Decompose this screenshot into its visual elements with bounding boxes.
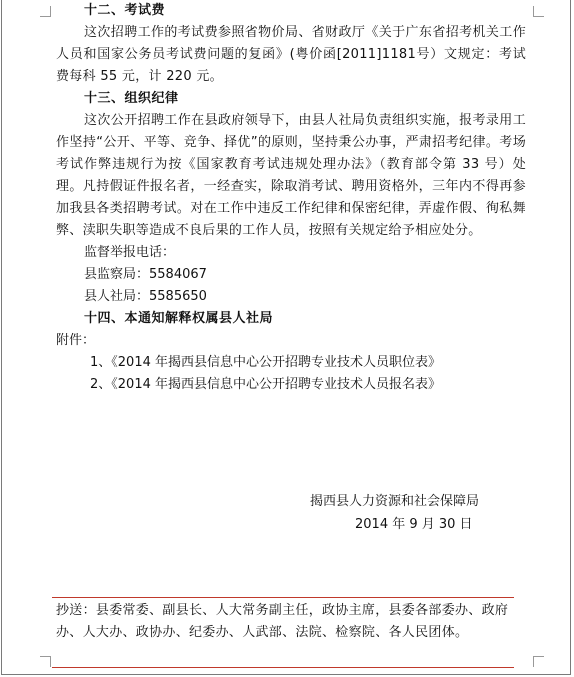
section-14-title: 十四、本通知解释权属县人社局	[84, 311, 274, 326]
hotline-supervision: 县监察局：5584067	[84, 267, 207, 282]
cc-distribution: 抄送：县委常委、副县长、人大常务副主任，政协主席，县委各部委办、政府办、人大办、政协办、纪委办、人武部、法院、检察院、各人民团体。	[56, 603, 509, 640]
margin-mark-bottom-right	[533, 656, 544, 667]
section-13-body: 这次公开招聘工作在县政府领导下，由县人社局负责组织实施，报考录用工作坚持“公开、平等、竞争、择优”的原则，坚持秉公办事，严肃招考纪律。考场考试作弊违规行为按《国家教育考试违规处理办法》（教育部令第 33 号）处理。凡持假证件报名者，一经查实，除取消考试、聘用资格外，三年内不得再参加我县各类招聘考试。对在工作中违反工作纪律和保密纪律，弄虚作假、徇私舞弊、渎职失职等造成不良后果的工作人员，按照有关规定给予相应处分。	[56, 113, 526, 238]
section-13-title: 十三、组织纪律	[84, 91, 179, 106]
section-12-title: 十二、考试费	[84, 3, 166, 18]
attachment-item-2: 2、《2014 年揭西县信息中心公开招聘专业技术人员报名表》	[90, 377, 441, 392]
attachments-label: 附件：	[56, 333, 96, 348]
hotline-label: 监督举报电话：	[84, 245, 176, 260]
margin-mark-bottom-left	[40, 656, 51, 667]
section-12-body: 这次招聘工作的考试费参照省物价局、省财政厅《关于广东省招考机关工作人员和国家公务员考试费问题的复函》(粤价函[2011]1181号）文规定：考试费每科 55 元，计 220 元。	[56, 25, 526, 84]
signature-organization: 揭西县人力资源和社会保障局	[310, 494, 480, 509]
signature-date: 2014 年 9 月 30 日	[355, 517, 473, 532]
attachment-item-1: 1、《2014 年揭西县信息中心公开招聘专业技术人员职位表》	[90, 355, 441, 370]
hotline-hr: 县人社局：5585650	[84, 289, 207, 304]
document-body	[56, 0, 526, 396]
margin-mark-top-right	[533, 6, 544, 17]
cc-bottom-rule	[52, 667, 514, 668]
cc-top-rule	[52, 597, 514, 598]
margin-mark-top-left	[40, 6, 51, 17]
